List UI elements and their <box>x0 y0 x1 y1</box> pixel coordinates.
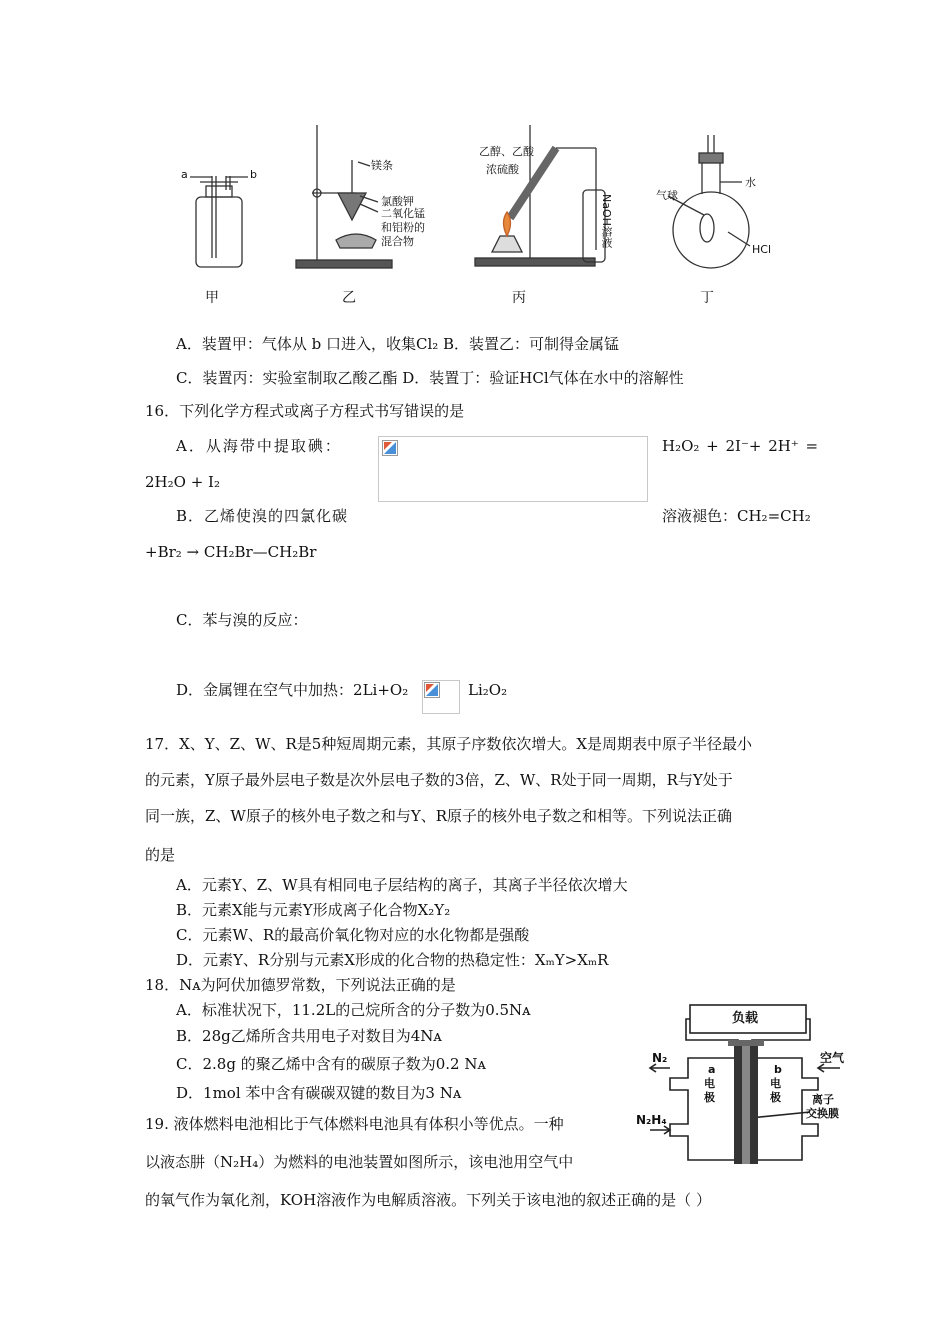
cell-b-electrode-3: 极 <box>770 1091 781 1104</box>
q16-c: C．苯与溴的反应： <box>176 611 308 629</box>
caption-yi: 乙 <box>342 290 356 306</box>
label-mix: 混合物 <box>381 235 414 248</box>
q17-option-c: C．元素W、R的最高价氧化物对应的水化物都是强酸 <box>176 926 530 944</box>
q16-stem: 16．下列化学方程式或离子方程式书写错误的是 <box>145 402 465 420</box>
q15-option-ab: A．装置甲：气体从 b 口进入，收集Cl₂ B．装置乙：可制得金属锰 <box>176 335 620 353</box>
label-balloon: 气球 <box>656 189 678 202</box>
cell-b-electrode-1: b <box>774 1063 782 1076</box>
label-hcl: HCl <box>752 243 772 256</box>
label-a: a <box>181 168 188 181</box>
caption-bing: 丙 <box>512 290 526 306</box>
label-kclo3: 氯酸钾 <box>381 195 414 208</box>
q18-stem: 18．Nᴀ为阿伏加德罗常数，下列说法正确的是 <box>145 976 456 994</box>
q19-line-1: 19. 液体燃料电池相比于气体燃料电池具有体积小等优点。一种 <box>145 1115 564 1133</box>
label-naoh: NaOH溶液 <box>600 194 613 248</box>
cell-b-electrode-2: 电 <box>770 1077 781 1090</box>
cell-load-label: 负载 <box>732 1011 759 1026</box>
q19-line-2: 以液态肼（N₂H₄）为燃料的电池装置如图所示，该电池用空气中 <box>145 1153 574 1171</box>
label-mg: 镁条 <box>371 159 393 172</box>
q16-d-right: Li₂O₂ <box>468 681 508 699</box>
q17-option-d: D．元素Y、R分别与元素X形成的化合物的热稳定性：XₘY>XₘR <box>176 951 609 969</box>
caption-jia: 甲 <box>205 290 219 306</box>
cell-a-electrode-3: 极 <box>704 1091 715 1104</box>
q16-a-left: A．从海带中提取碘： <box>176 437 342 455</box>
q16-b-right: 溶液褪色：CH₂=CH₂ <box>662 507 811 525</box>
cell-n2h4-label: N₂H₄ <box>636 1113 667 1127</box>
label-mno2: 二氧化锰 <box>381 207 425 220</box>
label-h2so4: 浓硫酸 <box>486 163 519 176</box>
q17-line-4: 的是 <box>145 846 176 864</box>
label-ethanol: 乙醇、乙酸 <box>479 145 534 158</box>
cell-membrane-label-1: 离子 <box>812 1093 834 1106</box>
q17-option-b: B．元素X能与元素Y形成离子化合物X₂Y₂ <box>176 901 451 919</box>
q18-option-c: C．2.8g 的聚乙烯中含有的碳原子数为0.2 Nᴀ <box>176 1055 486 1073</box>
q17-line-1: 17．X、Y、Z、W、R是5种短周期元素，其原子序数依次增大。X是周期表中原子半径最小 <box>145 735 753 753</box>
q18-option-d: D．1mol 苯中含有碳碳双键的数目为3 Nᴀ <box>176 1084 462 1102</box>
q17-option-a: A．元素Y、Z、W具有相同电子层结构的离子，其离子半径依次增大 <box>176 876 628 894</box>
cell-n2-label: N₂ <box>652 1051 668 1065</box>
q16-b-left: B．乙烯使溴的四氯化碳 <box>176 507 349 525</box>
cell-air-label: 空气 <box>820 1051 845 1065</box>
q16-d-left: D．金属锂在空气中加热：2Li+O₂ <box>176 681 409 699</box>
cell-a-electrode-2: 电 <box>704 1077 715 1090</box>
caption-ding: 丁 <box>700 290 714 306</box>
q16-b-cont: +Br₂ → CH₂Br—CH₂Br <box>145 543 317 561</box>
q17-line-3: 同一族，Z、W原子的核外电子数之和与Y、R原子的核外电子数之和相等。下列说法正确 <box>145 807 733 825</box>
label-al: 和铝粉的 <box>381 221 425 234</box>
q16-a-right: H₂O₂ + 2I⁻+ 2H⁺ = <box>662 437 819 455</box>
q16-a-cont: 2H₂O + I₂ <box>145 473 220 491</box>
q19-line-3: 的氧气作为氧化剂，KOH溶液作为电解质溶液。下列关于该电池的叙述正确的是（ ） <box>145 1191 711 1209</box>
q15-option-cd: C．装置丙：实验室制取乙酸乙酯 D．装置丁：验证HCl气体在水中的溶解性 <box>176 369 684 387</box>
q18-option-b: B．28g乙烯所含共用电子对数目为4Nᴀ <box>176 1027 442 1045</box>
q18-option-a: A．标准状况下，11.2L的己烷所含的分子数为0.5Nᴀ <box>176 1001 531 1019</box>
label-water: 水 <box>745 176 756 189</box>
cell-membrane-label-2: 交换膜 <box>806 1107 839 1120</box>
label-b: b <box>250 168 257 181</box>
q17-line-2: 的元素，Y原子最外层电子数是次外层电子数的3倍，Z、W、R处于同一周期，R与Y处于 <box>145 771 733 789</box>
cell-a-electrode-1: a <box>708 1063 716 1076</box>
